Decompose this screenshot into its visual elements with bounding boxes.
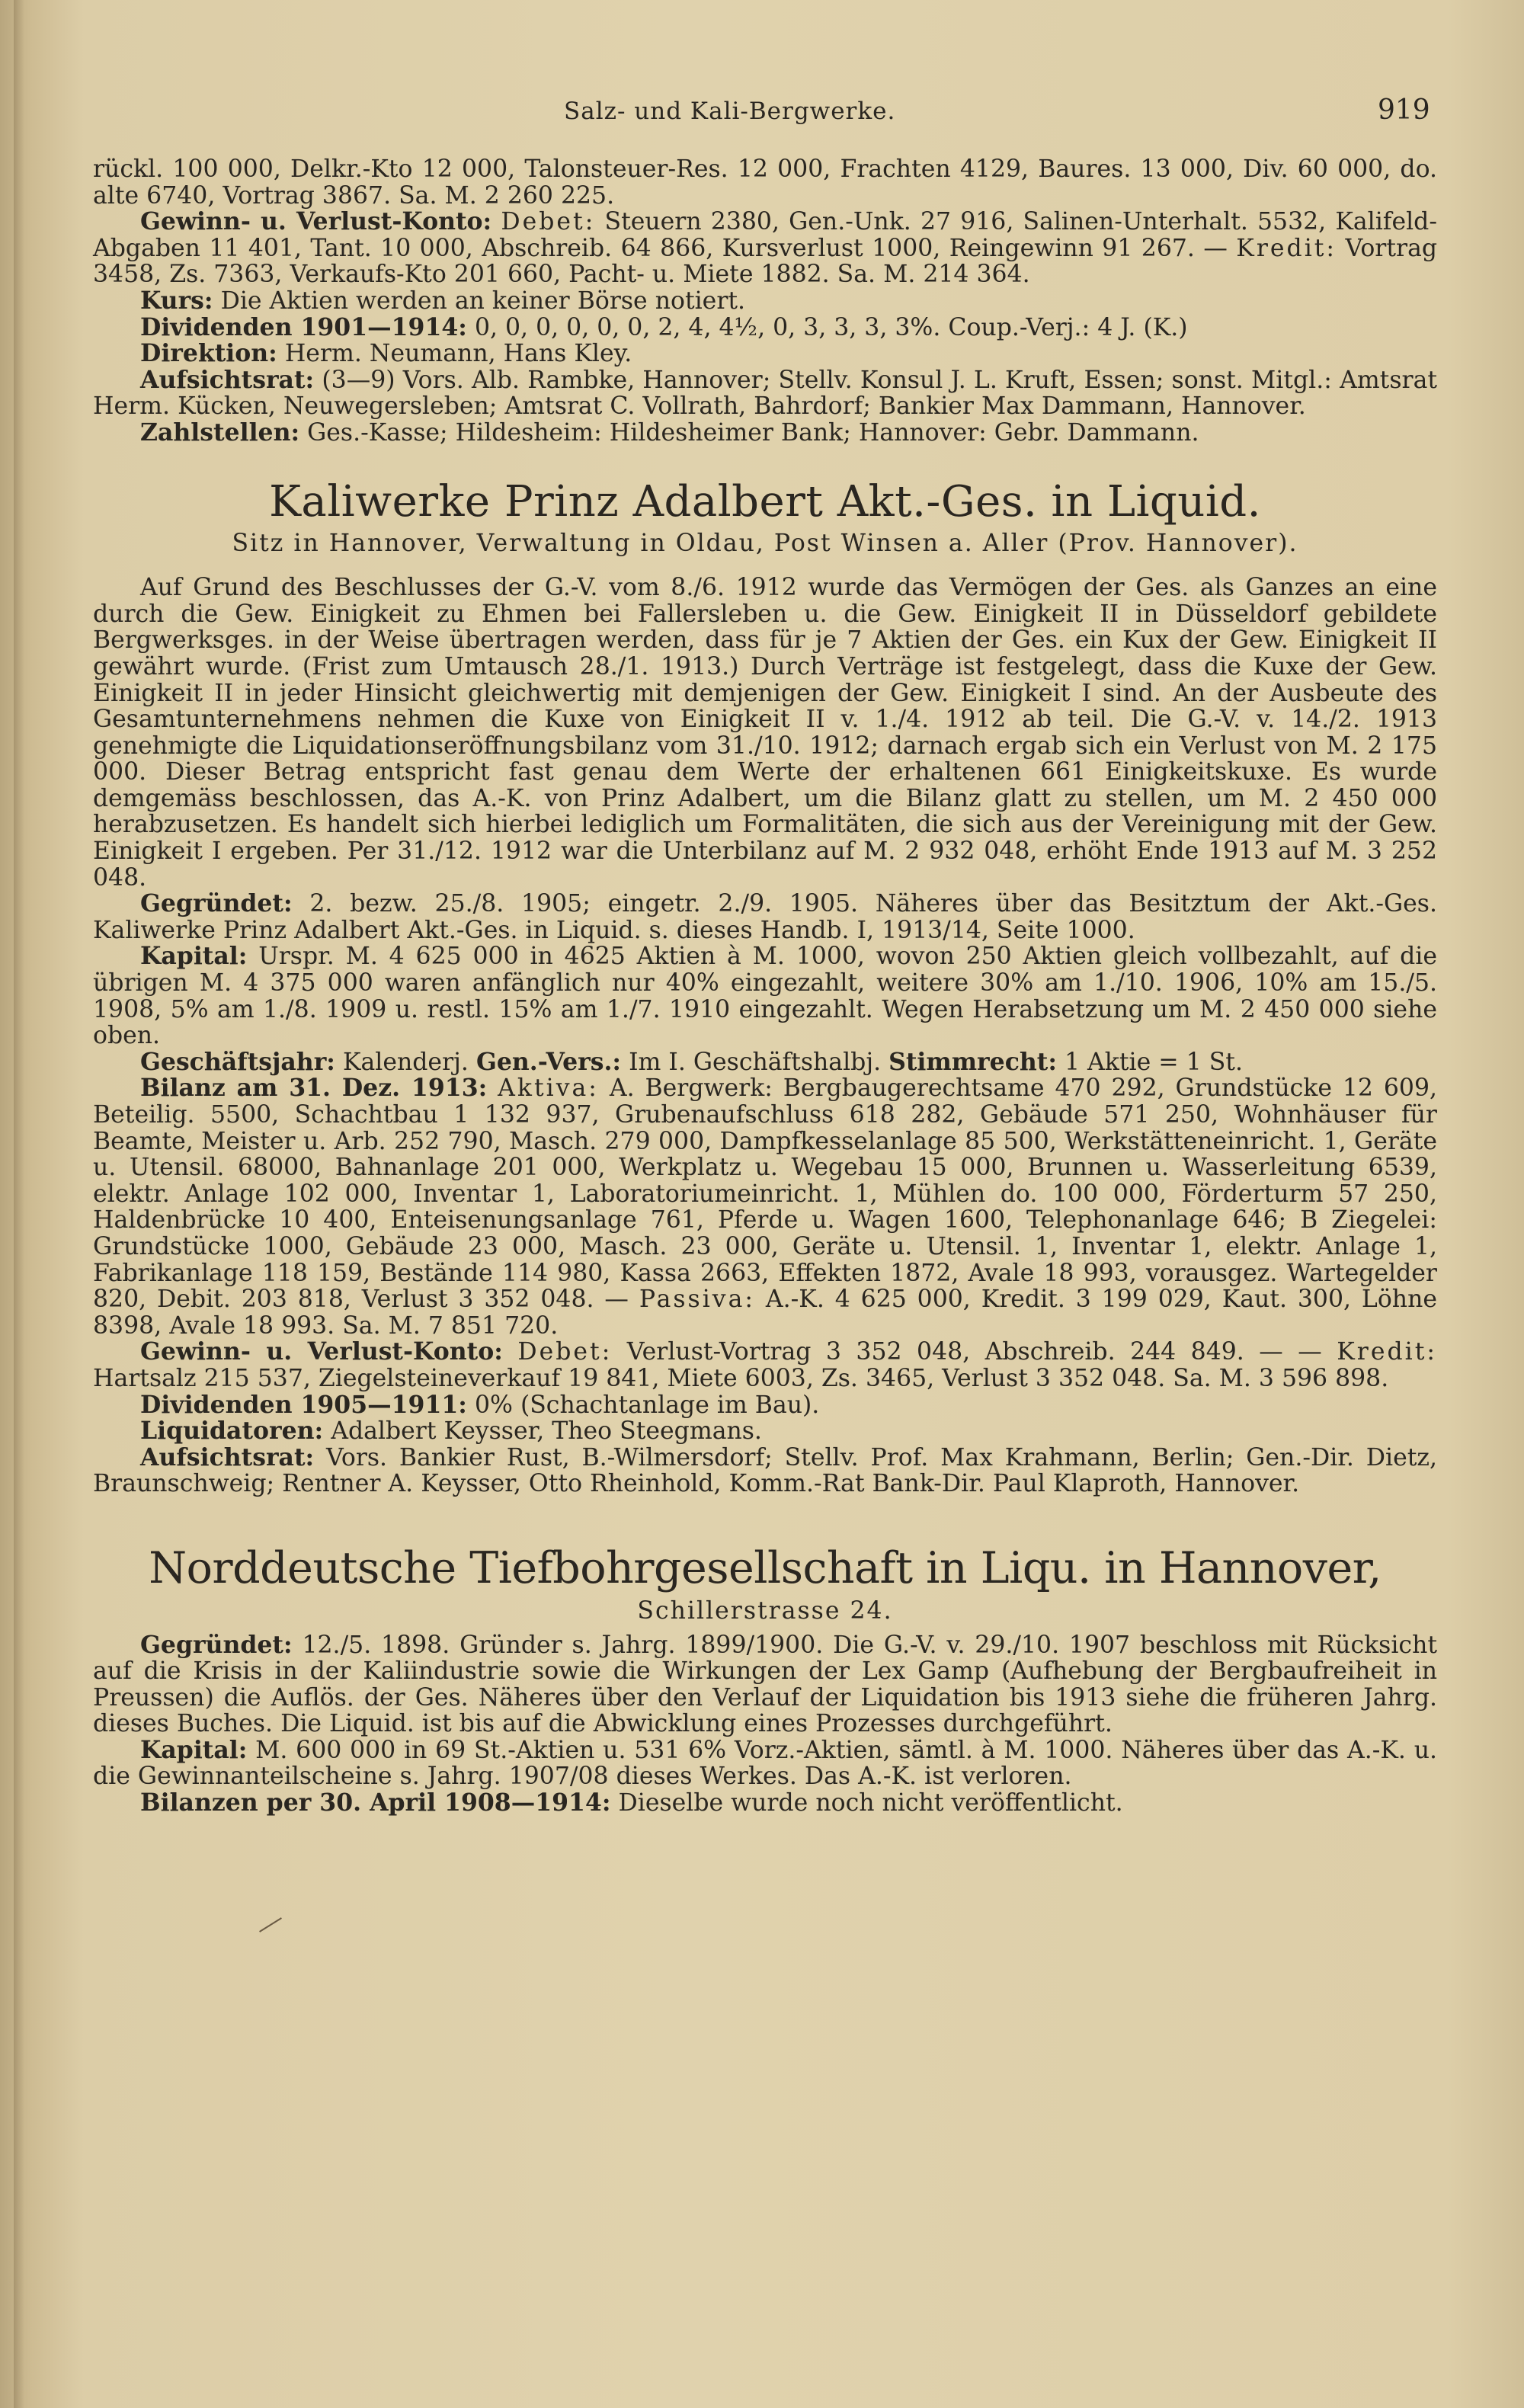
section-gap [93, 1497, 1437, 1543]
page-body [93, 156, 1437, 1817]
direktion-label: Direktion: [140, 339, 277, 368]
geschaeftsjahr-entry [93, 1049, 1437, 1076]
running-header [0, 94, 1524, 128]
kapital-entry-2 [93, 1737, 1437, 1790]
liquidatoren-entry [93, 1418, 1437, 1445]
debet-label-2: Debet: [517, 1338, 613, 1366]
dividends-label: Dividenden 1901—1914: [140, 312, 467, 341]
debet-text-2: Verlust-Vortrag 3 352 048, Abschreib. 244 849. — — [626, 1338, 1322, 1366]
aufsichtsrat-entry-2 [93, 1445, 1437, 1497]
aufsichtsrat-label: Aufsichtsrat: [140, 365, 315, 394]
page-number: 919 [1378, 94, 1430, 126]
intro-paragraph: Auf Grund des Beschlusses der G.-V. vom 8./6. 1912 wurde das Vermögen der Ges. als Ganzes an eine durch die Gew. Einigkeit zu Ehmen bei Fallersleben u. die Gew. Einigkeit II in Düsseldorf gebildete Bergwerksges. in der Weise übertragen werden, dass für je 7 Aktien der Ges. ein Kux der Gew. Einigkeit II gewährt wurde. (Frist zum Umtausch 28./1. 1913.) Durch Verträge ist festgelegt, dass die Kuxe der Gew. Einigkeit II in jeder Hinsicht gleichwertig mit demjenigen der Gew. Einigkeit I sind. An der Ausbeute des Gesamtunternehmens nehmen die Kuxe von Einigkeit II v. 1./4. 1912 ab teil. Die G.-V. v. 14./2. 1913 genehmigte die Liquidationseröffnungsbilanz vom 31./10. 1912; darnach ergab sich ein Verlust von M. 2 175 000. Dieser Betrag entspricht fast genau dem Werte der erhaltenen 661 Einigkeitskuxe. Es wurde demgemäss beschlossen, das A.-K. von Prinz Adalbert, um die Bilanz glatt zu stellen, um M. 2 450 000 herabzusetzen. Es handelt sich hierbei lediglich um Formalitäten, die sich aus der Vereinigung mit der Gew. Einigkeit I ergeben. Per 31./12. 1912 war die Unterbilanz auf M. 2 932 048, erhöht Ende 1913 auf M. 3 252 048. [93, 574, 1437, 892]
kapital-label: Kapital: [140, 942, 248, 971]
bilanz-label: Bilanz am 31. Dez. 1913: [140, 1074, 488, 1103]
section-continuation [93, 156, 1437, 447]
page-gutter-shadow [14, 0, 24, 2408]
liquidatoren-text: Adalbert Keysser, Theo Steegmans. [331, 1417, 762, 1446]
dividends-text-2: 0% (Schachtanlage im Bau). [474, 1391, 820, 1419]
kapital-text-2: M. 600 000 in 69 St.-Aktien u. 531 6% Vorz.-Aktien, sämtl. à M. 1000. Näheres über das A.-K. u. die Gewinnanteilscheine s. Jahrg. 1907/08 dieses Werkes. Das A.-K. ist verloren. [93, 1736, 1437, 1791]
gen-vers-label: Gen.-Vers.: [475, 1047, 622, 1076]
aufsichtsrat-entry [93, 367, 1437, 420]
zahlstellen-entry [93, 420, 1437, 447]
zahlstellen-label: Zahlstellen: [140, 418, 300, 447]
kurs-entry [93, 288, 1437, 315]
passiva-label: Passiva: [639, 1286, 755, 1314]
gegruendet-entry [93, 891, 1437, 943]
gegruendet-label: Gegründet: [140, 889, 293, 918]
aufsichtsrat-text-2: Vors. Bankier Rust, B.-Wilmersdorf; Stellv. Prof. Max Krahmann, Berlin; Gen.-Dir. Dietz, Braunschweig; Rentner A. Keysser, Otto Rheinhold, Komm.-Rat Bank-Dir. Paul Klaproth, Hannover. [93, 1443, 1437, 1498]
bilanz-entry [93, 1075, 1437, 1339]
bilanzen-entry [93, 1790, 1437, 1817]
balance-continuation: rückl. 100 000, Delkr.-Kto 12 000, Talonsteuer-Res. 12 000, Frachten 4129, Baures. 13 000, Div. 60 000, do. alte 6740, Vortrag 3867. Sa. M. 2 260 225. [93, 155, 1437, 210]
direktion-entry [93, 341, 1437, 367]
gegruendet-entry-2 [93, 1632, 1437, 1737]
liquidatoren-label: Liquidatoren: [140, 1417, 324, 1446]
running-title: Salz- und Kali-Bergwerke. [564, 98, 896, 125]
company-subheading: Sitz in Hannover, Verwaltung in Oldau, Post Winsen a. Aller (Prov. Hannover). [232, 529, 1298, 557]
profit-loss-entry [93, 209, 1437, 288]
gegruendet-text-2: 12./5. 1898. Gründer s. Jahrg. 1899/1900. Die G.-V. v. 29./10. 1907 beschloss mit Rücksicht auf die Krisis in der Kaliindustrie sowie die Wirkungen der Lex Gamp (Aufhebung der Bergbaufreiheit in Preussen) die Auflös. der Ges. Näheres über den Verlauf der Liquidation bis 1913 siehe die früheren Jahrg. dieses Buches. Die Liquid. ist bis auf die Abwicklung eines Prozesses durchgeführt. [93, 1631, 1438, 1738]
kurs-text: Die Aktien werden an keiner Börse notiert. [220, 287, 746, 315]
aktiva-label: Aktiva: [498, 1074, 599, 1103]
stimmrecht-label: Stimmrecht: [888, 1047, 1057, 1076]
gen-vers-text: Im I. Geschäftshalbj. [629, 1048, 882, 1076]
pencil-mark [259, 1917, 282, 1932]
company-heading-2: Norddeutsche Tiefbohrgesellschaft in Liqu. in Hannover, [149, 1542, 1382, 1593]
debet-text: Steuern 2380, Gen.-Unk. 27 916, Salinen-Unterhalt. 5532, Kalifeld-Abgaben 11 401, Tant. 10 000, Abschreib. 64 866, Kursverlust 1000, Reingewinn 91 267. — [93, 208, 1437, 262]
dividends-label-2: Dividenden 1905—1911: [140, 1390, 467, 1419]
company-heading: Kaliwerke Prinz Adalbert Akt.-Ges. in Liquid. [269, 476, 1261, 527]
aufsichtsrat-text: (3—9) Vors. Alb. Rambke, Hannover; Stellv. Konsul J. L. Kruft, Essen; sonst. Mitgl.: Amtsrat Herm. Kücken, Neuwegersleben; Amtsrat C. Vollrath, Bahrdorf; Bankier Max Dammann, Hannover. [93, 366, 1438, 421]
geschaeftsjahr-text: Kalenderj. [342, 1048, 469, 1076]
aktiva-text: A. Bergwerk: Bergbaugerechtsame 470 292, Grundstücke 12 609, Beteilig. 5500, Schachtbau 1 132 937, Grubenaufschluss 618 282, Gebäude 571 250, Wohnhäuser für Beamte, Meister u. Arb. 252 790, Masch. 279 000, Dampfkesselanlage 85 500, Werkstätteneinricht. 1, Geräte u. Utensil. 68000, Bahnanlage 201 000, Werkplatz u. Wegebau 15 000, Brunnen u. Wasserleitung 6539, elektr. Anlage 102 000, Inventar 1, Laboratoriumeinricht. 1, Mühlen do. 100 000, Förderturm 57 250, Haldenbrücke 10 400, Enteisenungsanlage 761, Pferde u. Wagen 1600, Telephonanlage 646; B Ziegelei: Grundstücke 1000, Gebäude 23 000, Masch. 23 000, Geräte u. Utensil. 1, Inventar 1, elektr. Anlage 1, Fabrikanlage 118 159, Bestände 114 980, Kassa 2663, Effekten 1872, Avale 18 993, vorausgez. Wartegelder 820, Debit. 203 818, Verlust 3 352 048. — [93, 1074, 1437, 1314]
profit-loss-label-2: Gewinn- u. Verlust-Konto: [140, 1337, 503, 1366]
dividends-text: 0, 0, 0, 0, 0, 0, 2, 4, 4½, 0, 3, 3, 3, 3%. Coup.-Verj.: 4 J. (K.) [474, 313, 1188, 341]
bilanzen-text: Dieselbe wurde noch nicht veröffentlicht. [618, 1789, 1123, 1817]
company-address: Schillerstrasse 24. [637, 1596, 893, 1625]
kredit-label: Kredit: [1236, 234, 1337, 262]
dividends-entry [93, 312, 1437, 341]
gegruendet-label-2: Gegründet: [140, 1630, 293, 1659]
bilanzen-label: Bilanzen per 30. April 1908—1914: [140, 1788, 611, 1817]
debet-label: Debet: [501, 208, 596, 236]
section-norddeutsche-tiefbohr [93, 1543, 1437, 1817]
kredit-label-2: Kredit: [1337, 1338, 1438, 1366]
passiva-text: A.-K. 4 625 000, Kredit. 3 199 029, Kaut. 300, Löhne 8398, Avale 18 993. Sa. M. 7 851 720. [93, 1286, 1438, 1340]
direktion-text: Herm. Neumann, Hans Kley. [284, 340, 632, 368]
kapital-entry [93, 943, 1437, 1049]
kurs-label: Kurs: [140, 286, 213, 315]
kapital-text: Urspr. M. 4 625 000 in 4625 Aktien à M. 1000, wovon 250 Aktien gleich vollbezahlt, auf die übrigen M. 4 375 000 waren anfänglich nur 40% eingezahlt, weitere 30% am 1./10. 1906, 10% am 15./5. 1908, 5% am 1./8. 1909 u. restl. 15% am 1./7. 1910 eingezahlt. Wegen Herabsetzung um M. 2 450 000 siehe oben. [93, 943, 1438, 1050]
aufsichtsrat-label-2: Aufsichtsrat: [140, 1443, 315, 1471]
kapital-label-2: Kapital: [140, 1735, 248, 1764]
stimmrecht-text: 1 Aktie = 1 St. [1064, 1048, 1243, 1076]
zahlstellen-text: Ges.-Kasse; Hildesheim: Hildesheimer Bank; Hannover: Gebr. Dammann. [307, 418, 1199, 447]
dividends-entry-2 [93, 1392, 1437, 1419]
section-kaliwerke-prinz-adalbert [93, 477, 1437, 1497]
kredit-text: Vortrag 3458, Zs. 7363, Verkaufs-Kto 201 660, Pacht- u. Miete 1882. Sa. M. 214 364. [93, 234, 1438, 289]
profit-loss-label: Gewinn- u. Verlust-Konto: [140, 207, 492, 236]
gegruendet-text: 2. bezw. 25./8. 1905; eingetr. 2./9. 1905. Näheres über das Besitztum der Akt.-Ges. Kaliwerke Prinz Adalbert Akt.-Ges. in Liquid. s. dieses Handb. I, 1913/14, Seite 1000. [93, 890, 1437, 944]
profit-loss-entry-2 [93, 1339, 1437, 1391]
kredit-text-2: Hartsalz 215 537, Ziegelsteineverkauf 19 841, Miete 6003, Zs. 3465, Verlust 3 352 048. Sa. M. 3 596 898. [93, 1364, 1389, 1392]
geschaeftsjahr-label: Geschäftsjahr: [140, 1047, 335, 1076]
